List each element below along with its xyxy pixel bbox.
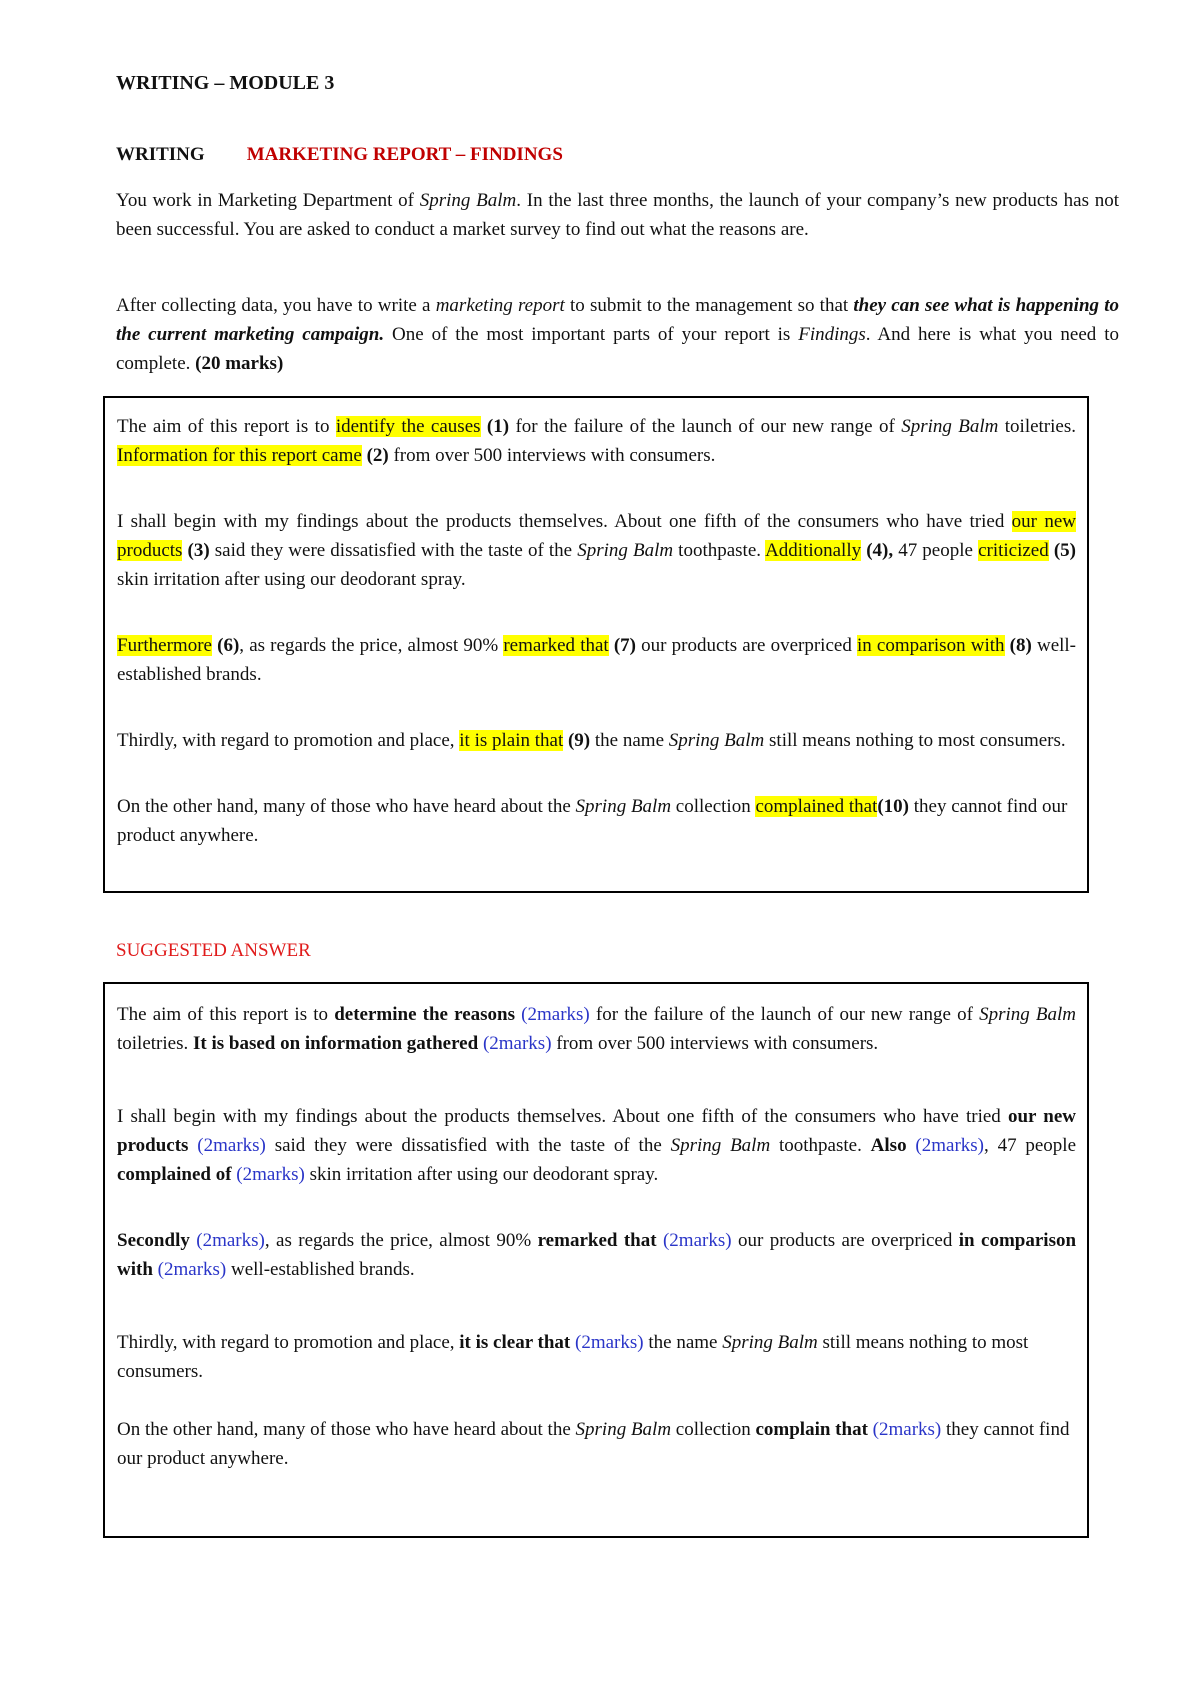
marks-label: (2marks) xyxy=(236,1164,305,1185)
highlighted-phrase: Furthermore xyxy=(117,635,212,656)
task-paragraph-4: Thirdly, with regard to promotion and place, it is plain that (9) the name Spring Balm still means nothing to most consumers. xyxy=(117,730,1066,751)
brand-name: Spring Balm xyxy=(722,1332,818,1353)
marks-label: (2marks) xyxy=(575,1332,644,1353)
answer-box xyxy=(103,982,1089,1538)
item-number: (2) xyxy=(361,445,389,466)
marks-label: (2marks) xyxy=(482,1033,552,1054)
item-number: (7) xyxy=(608,635,637,656)
answer-paragraph-4: Thirdly, with regard to promotion and place, it is clear that (2marks) the name Spring Balm still means nothing to most consumers. xyxy=(117,1332,1029,1382)
answer-phrase: determine the reasons xyxy=(334,1004,516,1025)
answer-phrase: in comparison with xyxy=(117,1230,1077,1280)
answer-phrase: Secondly xyxy=(117,1230,190,1251)
item-number: (9) xyxy=(563,730,591,751)
answer-paragraph-1: The aim of this report is to determine the reasons (2marks) for the failure of the launch of our new range of Spring Balm toiletries. It is based on information gathered (2marks) from over 500 interviews with consumers. xyxy=(117,1004,1076,1054)
text: to submit to the management so that xyxy=(564,295,854,316)
writing-label: WRITING xyxy=(116,144,205,165)
task-paragraph-5: On the other hand, many of those who have heard about the Spring Balm collection complained that(10) they cannot find our product anywhere. xyxy=(117,796,1068,846)
brand-name: Spring Balm xyxy=(577,540,674,561)
marks-label: (2marks) xyxy=(915,1135,984,1156)
answer-paragraph-3: Secondly (2marks), as regards the price, almost 90% remarked that (2marks) our products are overpriced in comparison with (2marks) well-established brands. xyxy=(117,1230,1077,1280)
marks-label: (2marks) xyxy=(196,1230,265,1251)
answer-paragraph-2: I shall begin with my findings about the products themselves. About one fifth of the consumers who have tried our new products (2marks) said they were dissatisfied with the taste of the Spring Balm toothpaste. Also (2marks), 47 people complained of (2marks) skin irritation after using our deodorant spray. xyxy=(117,1106,1077,1185)
item-number: (5) xyxy=(1048,540,1076,561)
answer-phrase: remarked that xyxy=(537,1230,657,1251)
brand-name: Spring Balm xyxy=(901,416,999,437)
highlighted-phrase: in comparison with xyxy=(856,635,1005,656)
item-number: (1) xyxy=(480,416,510,437)
answer-phrase: complain that xyxy=(755,1419,868,1440)
intro-paragraph-2 xyxy=(116,291,1119,378)
marks-label: (2marks) xyxy=(197,1135,266,1156)
highlighted-phrase: criticized xyxy=(978,540,1049,561)
page-title: WRITING – MODULE 3 xyxy=(116,72,335,94)
brand-name: Spring Balm xyxy=(575,796,672,817)
answer-phrase: Also xyxy=(870,1135,907,1156)
suggested-answer-label: SUGGESTED ANSWER xyxy=(116,940,311,961)
intro-paragraph-1 xyxy=(116,186,1119,244)
marks-label: (2marks) xyxy=(872,1419,942,1440)
item-number: (3) xyxy=(182,540,210,561)
highlighted-phrase: Information for this report came xyxy=(117,445,362,466)
task-paragraph-3: Furthermore (6), as regards the price, almost 90% remarked that (7) our products are overpriced in comparison with (8) well-established brands. xyxy=(117,635,1077,685)
highlighted-phrase: it is plain that xyxy=(459,730,564,751)
marks-label: (2marks) xyxy=(521,1004,590,1025)
task-box xyxy=(103,396,1089,893)
brand-name: Spring Balm xyxy=(575,1419,672,1440)
brand-name: Spring Balm xyxy=(670,1135,771,1156)
highlighted-phrase: complained that xyxy=(755,796,878,817)
emphasis-text: they can see what is happening to the current marketing campaign. xyxy=(116,295,1120,345)
total-marks: (20 marks) xyxy=(195,353,284,374)
answer-phrase: complained of xyxy=(117,1164,232,1185)
text: . And here is what you need to complete. xyxy=(116,324,1119,374)
marks-label: (2marks) xyxy=(157,1259,227,1280)
item-number: (4), xyxy=(861,540,894,561)
findings-word: Findings xyxy=(798,324,866,345)
text: You work in Marketing Department of xyxy=(116,190,420,211)
highlighted-phrase: Additionally xyxy=(765,540,862,561)
brand-name: Spring Balm xyxy=(668,730,765,751)
task-paragraph-2: I shall begin with my findings about the products themselves. About one fifth of the consumers who have tried our new products (3) said they were dissatisfied with the taste of the Spring Balm toothpaste. Additionally (4), 47 people criticized (5) skin irritation after using our deodorant spray. xyxy=(117,511,1076,590)
text: One of the most important parts of your report is xyxy=(384,324,799,345)
marks-label: (2marks) xyxy=(662,1230,732,1251)
highlighted-phrase: remarked that xyxy=(503,635,609,656)
task-paragraph-1: The aim of this report is to identify the causes (1) for the failure of the launch of our new range of Spring Balm toiletries. Information for this report came (2) from over 500 interviews with consumers. xyxy=(117,416,1076,466)
text: After collecting data, you have to write a xyxy=(116,295,436,316)
answer-paragraph-5: On the other hand, many of those who have heard about the Spring Balm collection complain that (2marks) they cannot find our product anywhere. xyxy=(117,1419,1070,1469)
report-type: marketing report xyxy=(435,295,565,316)
company-name: Spring Balm xyxy=(419,190,517,211)
brand-name: Spring Balm xyxy=(979,1004,1076,1025)
answer-phrase: It is based on information gathered xyxy=(192,1033,479,1054)
item-number: (6) xyxy=(211,635,240,656)
text: . In the last three months, the launch of your company’s new products has not been successful. You are asked to conduct a market survey to find out what the reasons are. xyxy=(116,190,1120,240)
item-number: (10) xyxy=(877,796,910,817)
section-title: MARKETING REPORT – FINDINGS xyxy=(246,144,563,165)
item-number: (8) xyxy=(1004,635,1032,656)
highlighted-phrase: our new products xyxy=(117,511,1076,561)
highlighted-phrase: identify the causes xyxy=(335,416,481,437)
answer-phrase: our new products xyxy=(117,1106,1076,1156)
answer-phrase: it is clear that xyxy=(459,1332,571,1353)
section-heading xyxy=(116,144,563,166)
